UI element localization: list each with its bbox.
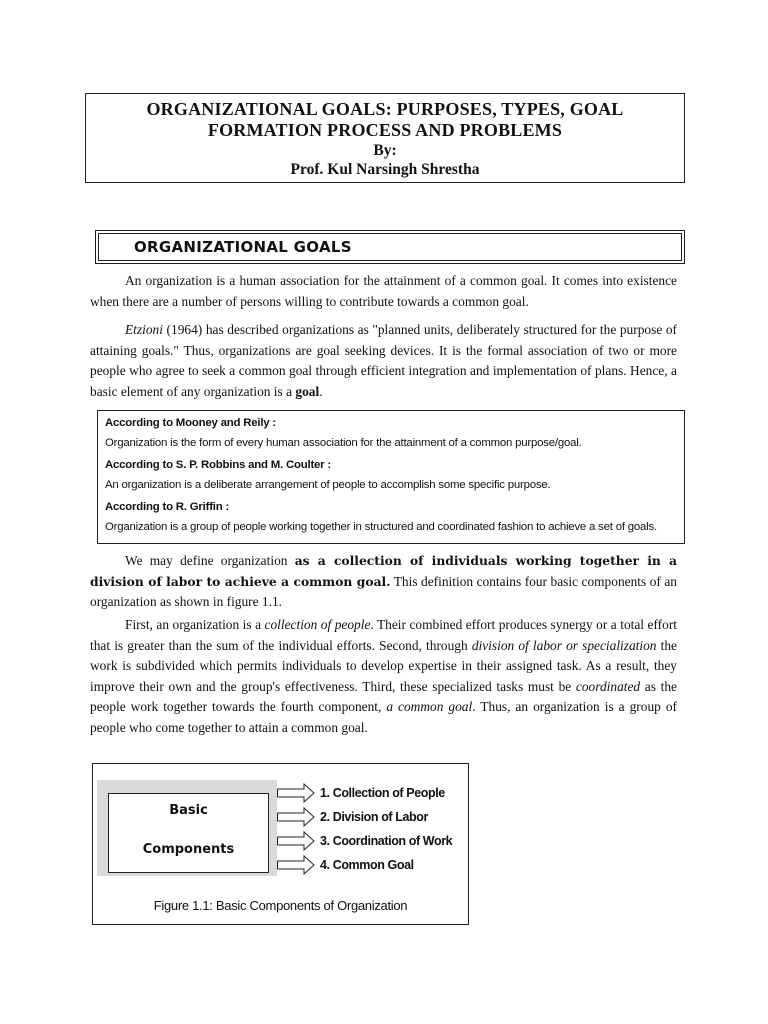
arrow-icon	[278, 832, 315, 850]
paragraph-definition	[90, 551, 677, 613]
figure-box-line-1: Basic	[169, 803, 208, 818]
components-italic-3: coordinated	[575, 678, 641, 694]
components-italic-1: collection of people	[264, 617, 371, 632]
goal-bold: goal	[295, 383, 320, 399]
section-heading-box	[95, 230, 685, 264]
paragraph-definition-a: We may define organization	[125, 553, 295, 568]
components-text-b: . Their combined effort produces synergy or a total effort that is greater than the sum of the individual efforts. Second, through	[90, 617, 678, 653]
paragraph-definition-b: This definition contains four basic components of an organization as shown in figure 1.1.	[90, 573, 677, 610]
author-name: Prof. Kul Narsingh Shrestha	[290, 161, 480, 178]
components-text-e: . Thus, an organization is a group of people who come together to attain a common goal.	[90, 699, 677, 735]
paragraph-intro-text: An organization is a human association for the attainment of a common goal. It comes into existence when there are a number of persons willing to contribute towards a common goal.	[90, 273, 677, 309]
figure-item-2: 2. Division of Labor	[320, 810, 428, 824]
paragraph-etzioni-end: .	[319, 383, 323, 399]
arrow-icon	[278, 808, 315, 826]
section-heading: ORGANIZATIONAL GOALS	[98, 233, 682, 261]
components-italic-2: division of labor or specialization	[471, 637, 657, 653]
figure-basic-components-box	[108, 793, 269, 873]
title-box	[85, 93, 685, 183]
definition-text: An organization is a deliberate arrangement of people to accomplish some specific purpose.	[105, 479, 551, 491]
definition-text: Organization is the form of every human association for the attainment of a common purpose/goal.	[105, 437, 582, 449]
figure-caption: Figure 1.1: Basic Components of Organization	[153, 898, 408, 913]
paragraph-definition-bold: as a collection of individuals working together in a division of labor to achieve a common goal.	[90, 553, 677, 589]
figure-arrows	[277, 780, 317, 880]
figure-item-4: 4. Common Goal	[320, 858, 414, 872]
figure-box-line-2: Components	[142, 842, 235, 857]
title-line-2: FORMATION PROCESS AND PROBLEMS	[207, 120, 563, 140]
figure-item-1: 1. Collection of People	[320, 786, 445, 800]
components-text-d: as the people work together towards the fourth component,	[90, 678, 677, 715]
definition-source: According to S. P. Robbins and M. Coulter :	[105, 459, 331, 471]
definition-source: According to R. Griffin :	[105, 501, 230, 513]
paragraph-intro	[90, 271, 677, 312]
arrow-icon	[278, 856, 315, 874]
title-line-1: ORGANIZATIONAL GOALS: PURPOSES, TYPES, GOAL	[146, 99, 624, 119]
paragraph-etzioni	[90, 320, 677, 402]
definitions-box	[97, 410, 685, 544]
paragraph-components	[90, 615, 677, 739]
etzioni-name: Etzioni	[125, 322, 163, 337]
by-label: By:	[373, 142, 397, 159]
definition-text: Organization is a group of people working together in structured and coordinated fashion to achieve a set of goals.	[105, 521, 657, 533]
definition-source: According to Mooney and Reily :	[105, 417, 277, 429]
figure-item-3: 3. Coordination of Work	[320, 834, 453, 848]
components-text-a: First, an organization is a	[125, 617, 265, 632]
arrow-icon	[278, 784, 315, 802]
paragraph-etzioni-text: (1964) has described organizations as "planned units, deliberately structured for the purpose of attaining goals." Thus, organizations are goal seeking devices. It is the formal association of two or more people who agree to seek a common goal through efficient integration and implementation of plans. Hence, a basic element of any organization is a	[90, 322, 677, 399]
components-italic-4: a common goal	[386, 699, 473, 715]
components-text-c: the work is subdivided which permits individuals to develop expertise in their assigned task. As a result, they improve their own and the group's effectiveness. Third, these specialized tasks must be	[90, 637, 677, 694]
